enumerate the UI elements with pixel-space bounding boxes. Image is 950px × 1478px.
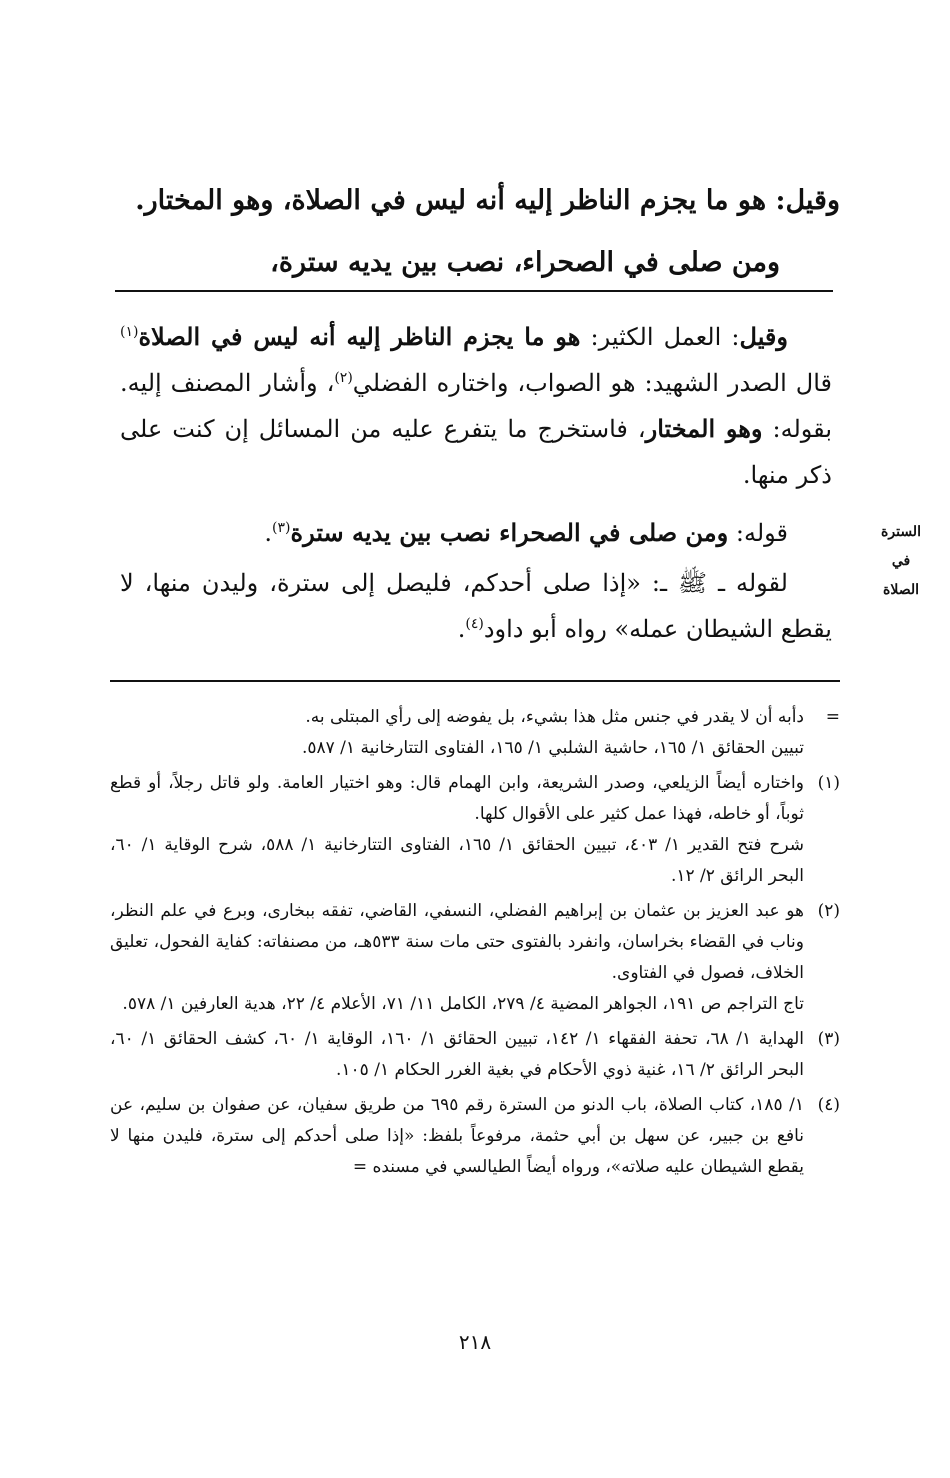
sharh-paragraph-3	[120, 560, 832, 652]
footnote-line: تبيين الحقائق ١/ ١٦٥، حاشية الشلبي ١/ ١٦٥، الفتاوى التتارخانية ١/ ٥٨٧.	[301, 738, 804, 758]
margin-heading	[870, 518, 932, 605]
matn-line-1: وقيل: هو ما يجزم الناظر إليه أنه ليس في الصلاة، وهو المختار.	[135, 185, 840, 216]
footnote-line: واختاره أيضاً الزيلعي، وصدر الشريعة، وابن الهمام قال: وهو اختيار العامة. ولو قاتل رجلاً، أو قطع ثوباً، أو خاطه، فهذا عمل كثير على الأقوال كلها.	[110, 773, 804, 824]
footnote-body	[110, 896, 804, 1020]
margin-heading-line: السترة	[881, 524, 921, 540]
footnote-1	[110, 768, 840, 892]
footnote-line: دأبه أن لا يقدر في جنس مثل هذا بشيء، بل يفوضه إلى رأي المبتلى به.	[305, 707, 804, 727]
footnote-body	[110, 702, 804, 764]
sharh-quoted-matn: وهو المختار	[645, 414, 763, 443]
footnote-ref-3[interactable]: (٣)	[272, 520, 291, 536]
sharh-text-run: .	[457, 615, 466, 643]
matn-line-2: ومن صلى في الصحراء، نصب بين يديه سترة،	[270, 247, 780, 278]
page-number: ٢١٨	[458, 1330, 492, 1354]
sharh-text-run: .	[264, 519, 273, 547]
sharh-quoted-matn: ومن صلى في الصحراء نصب بين يديه سترة	[290, 518, 729, 547]
footnote-ref-1[interactable]: (١)	[120, 324, 139, 340]
footnote-line: ١/ ١٨٥، كتاب الصلاة، باب الدنو من السترة رقم ٦٩٥ من طريق سفيان، عن صفوان بن سليم، عن نافع بن جبير، عن سهل بن أبي حثمة، مرفوعاً بلفظ: «إذا صلى أحدكم إلى سترة، فليدن منها لا يقطع الشيطان عليه صلاته»، ورواه أيضاً الطيالسي في مسنده =	[110, 1095, 804, 1177]
sharh-text-run: : العمل الكثير:	[580, 323, 740, 351]
footnote-4	[110, 1090, 840, 1183]
footnote-marker: (١)	[817, 773, 840, 793]
footnote-line: تاج التراجم ص ١٩١، الجواهر المضية ٤/ ٢٧٩، الكامل ١١/ ٧١، الأعلام ٤/ ٢٢، هدية العارفين ١/ ٥٧٨.	[122, 994, 804, 1014]
sharh-text-run: ، فاستخرج ما يتفرع عليه من المسائل إن كنت على ذكر منها.	[120, 415, 832, 489]
sharh-keyword-qil: وقيل	[739, 322, 788, 351]
footnote-line: شرح فتح القدير ١/ ٤٠٣، تبيين الحقائق ١/ ١٦٥، الفتاوى التتارخانية ١/ ٥٨٨، شرح الوقاية ١/ ٦٠، البحر الرائق ٢/ ١٢.	[110, 835, 804, 886]
sharh-paragraph-2	[120, 510, 832, 556]
margin-heading-line: في	[891, 553, 911, 569]
matn-text	[120, 170, 840, 294]
footnote-continued	[110, 702, 840, 764]
footnote-line: الهداية ١/ ٦٨، تحفة الفقهاء ١/ ١٤٢، تبيين الحقائق ١/ ١٦٠، الوقاية ١/ ٦٠، كشف الحقائق ١/ ٦٠، البحر الرائق ٢/ ١٦، غنية ذوي الأحكام في بغية الغرر الحكام ١/ ١٠٥.	[110, 1029, 804, 1080]
footnote-2	[110, 896, 840, 1020]
margin-heading-line: الصلاة	[883, 582, 919, 598]
footnote-marker: (٤)	[817, 1095, 840, 1115]
footnote-body	[110, 768, 804, 892]
sharh-text	[120, 314, 832, 652]
sharh-text-run: لقوله ـ ﷺ ـ: «إذا صلى أحدكم، فليصل إلى سترة، وليدن منها، لا يقطع الشيطان عمله» رواه أبو داود	[120, 569, 832, 643]
matn-separator-rule	[115, 290, 833, 292]
sharh-text-run: قوله:	[728, 519, 788, 547]
footnote-marker: =	[825, 707, 840, 727]
footnote-separator-rule	[110, 680, 840, 682]
sharh-text-run: ، وأشار المصنف إليه. بقوله:	[120, 369, 832, 443]
footnote-line: هو عبد العزيز بن عثمان بن إبراهيم الفضلي، النسفي، القاضي، تفقه ببخارى، وبرع في علم النظر، وناب في القضاء بخراسان، وانفرد بالفتوى حتى مات سنة ٥٣٣هـ، من مصنفاته: كفاية الفحول، تعليق الخلاف، فصول في الفتاوى.	[110, 901, 804, 983]
footnote-body	[110, 1024, 804, 1086]
footnote-body	[110, 1090, 804, 1183]
sharh-text-run: قال الصدر الشهيد: هو الصواب، واختاره الفضلي	[352, 369, 832, 397]
sharh-quoted-matn: هو ما يجزم الناظر إليه أنه ليس في الصلاة	[138, 322, 581, 351]
footnotes	[110, 702, 840, 1187]
footnote-ref-4[interactable]: (٤)	[465, 616, 484, 632]
footnote-3	[110, 1024, 840, 1086]
footnote-ref-2[interactable]: (٢)	[334, 370, 353, 386]
footnote-marker: (٢)	[817, 901, 840, 921]
footnote-marker: (٣)	[817, 1029, 840, 1049]
sharh-paragraph-1	[120, 314, 832, 498]
